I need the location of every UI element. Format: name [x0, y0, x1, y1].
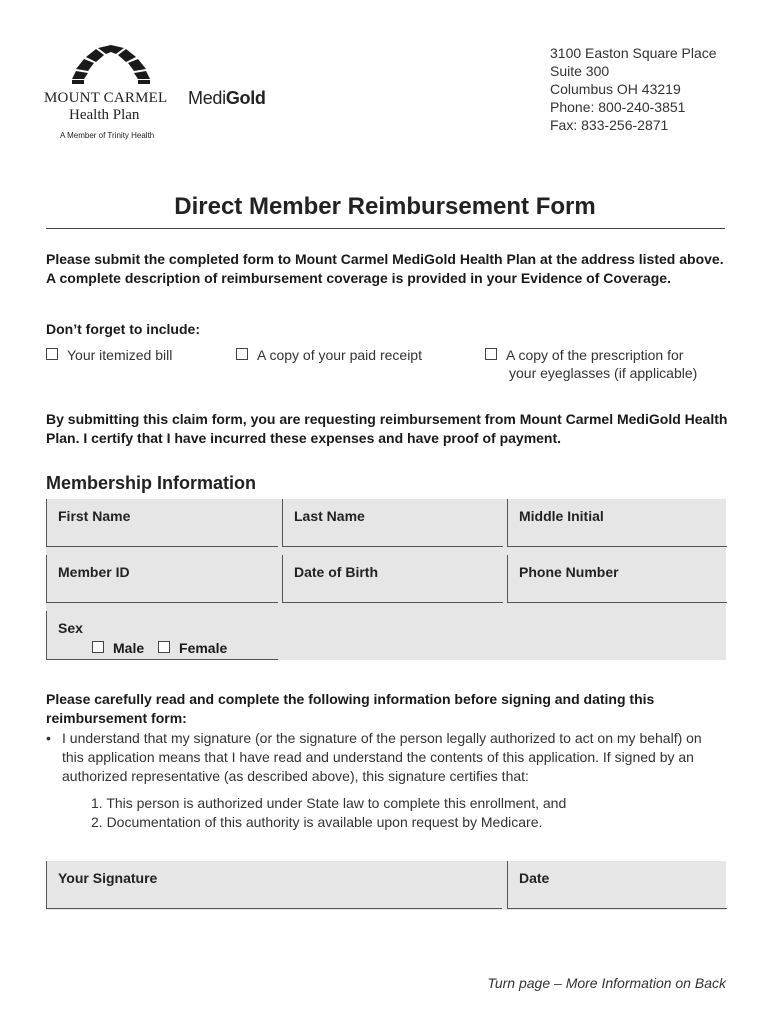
address-block [550, 44, 717, 134]
footer-note: Turn page – More Information on Back [487, 975, 726, 991]
membership-heading: Membership Information [46, 473, 257, 493]
address-line3: Columbus OH 43219 [550, 81, 681, 97]
medigold-logo: MediGold [188, 88, 266, 108]
logo-name-line2: Health Plan [69, 107, 140, 123]
sex-option-female[interactable]: Female [158, 640, 227, 656]
member-id-field[interactable]: Member ID [46, 555, 278, 603]
list-item: 1. This person is authorized under State law to complete this enrollment, and [91, 795, 567, 811]
signature-field[interactable]: Your Signature [46, 861, 502, 909]
address-phone: Phone: 800-240-3851 [550, 99, 686, 115]
logo-tagline: A Member of Trinity Health [60, 131, 155, 140]
certify-text: By submitting this claim form, you are requesting reimbursement from Mount Carmel MediGold Health Plan. I certify that I have incurred these expenses and have proof of payment. [46, 411, 728, 446]
checkbox-icon[interactable] [46, 348, 58, 360]
page-title: Direct Member Reimbursement Form [174, 193, 596, 220]
sex-field: Sex Male Female [46, 611, 278, 660]
checkbox-icon[interactable] [236, 348, 248, 360]
checkbox-icon[interactable] [158, 641, 170, 653]
middle-initial-field[interactable]: Middle Initial [507, 499, 727, 547]
signature-date-field[interactable]: Date [507, 861, 727, 909]
last-name-field[interactable]: Last Name [282, 499, 503, 547]
include-item-bill: Your itemized bill [46, 346, 172, 364]
certification-list [91, 794, 566, 832]
address-line2: Suite 300 [550, 63, 610, 79]
address-fax: Fax: 833-256-2871 [550, 117, 669, 133]
logo-name-line1: MOUNT CARMEL [44, 90, 168, 106]
address-line1: 3100 Easton Square Place [550, 45, 717, 61]
checkbox-icon[interactable] [92, 641, 104, 653]
include-item-receipt: A copy of your paid receipt [236, 346, 422, 364]
list-item: 2. Documentation of this authority is available upon request by Medicare. [91, 814, 543, 830]
sex-options [92, 640, 237, 656]
include-heading: Don’t forget to include: [46, 321, 200, 337]
bullet-icon: • [46, 730, 51, 746]
mount-carmel-logo-icon [70, 45, 152, 85]
checkbox-icon[interactable] [485, 348, 497, 360]
title-divider [46, 228, 725, 229]
phone-number-field[interactable]: Phone Number [507, 555, 727, 603]
intro-text: Please submit the completed form to Mount Carmel MediGold Health Plan at the address listed above. A complete description of reimbursement coverage is provided in your Evidence of Coverage. [46, 251, 724, 286]
read-heading: Please carefully read and complete the following information before signing and dating this reimbursement form: [46, 691, 655, 726]
understanding-bullet: • I understand that my signature (or the signature of the person legally authorized to act on my behalf) on this application means that I have read and understand the contents of this application. If signed by an authorized representative (as described above), this signature certifies that: [46, 730, 702, 784]
first-name-field[interactable]: First Name [46, 499, 278, 547]
sex-option-male[interactable]: Male [92, 640, 144, 656]
dob-field[interactable]: Date of Birth [282, 555, 503, 603]
include-item-prescription: A copy of the prescription for your eyeglasses (if applicable) [485, 346, 725, 382]
